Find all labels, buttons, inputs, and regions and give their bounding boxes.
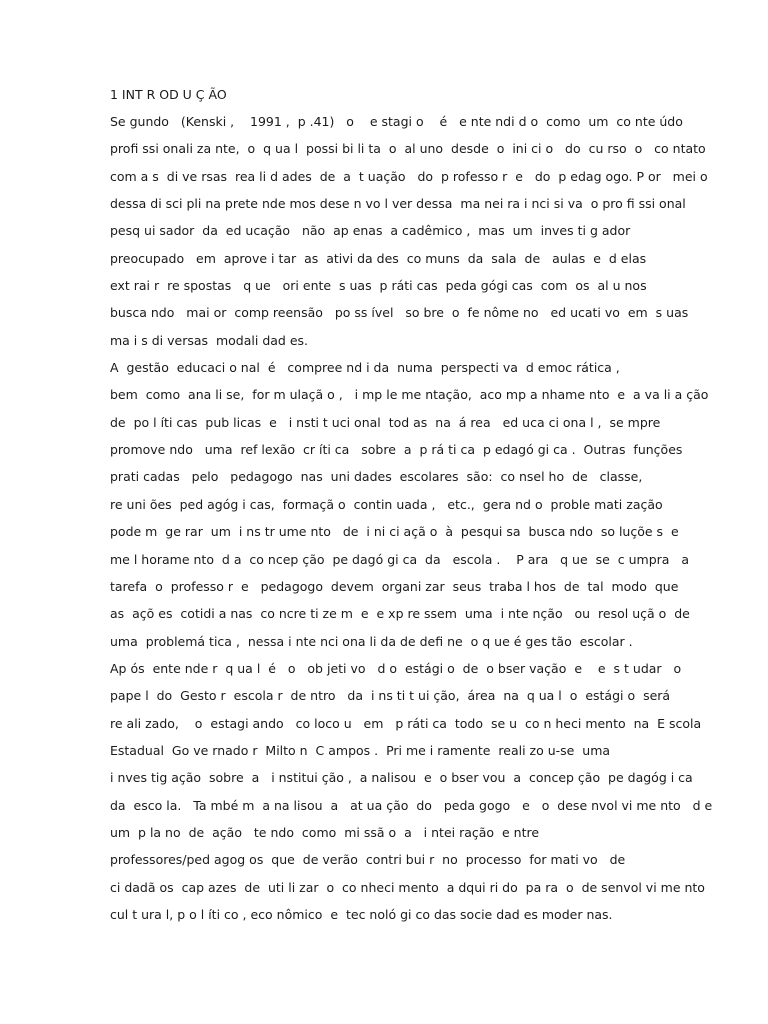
text-line: ext rai r re spostas q ue ori ente s uas p ráti cas peda gógi cas com os al u nos: [110, 278, 647, 294]
text-line: pode m ge rar um i ns tr ume nto de i ni ci açã o à pesqui sa busca ndo so luçõe s e: [110, 524, 679, 540]
text-line: um p la no de ação te ndo como mi ssã o a i ntei ração e ntre: [110, 824, 540, 840]
text-line: preocupado em aprove i tar as ativi da des co muns da sala de aulas e d elas: [110, 250, 647, 266]
body-text: [110, 111, 760, 926]
section-heading: 1 INT R OD U Ç ÃO: [110, 87, 227, 102]
text-line: Se gundo (Kenski , 1991 , p .41) o e stagi o é e nte ndi d o como um co nte údo: [110, 114, 683, 129]
text-line: pape l do Gesto r escola r de ntro da i ns ti t ui ção, área na q ua l o estági o será: [110, 688, 671, 704]
text-line: as açõ es cotidi a nas co ncre ti ze m e e xp re ssem uma i nte nção ou resol uçã o de: [110, 606, 690, 622]
text-line: pesq ui sador da ed ucação não ap enas a cadêmico , mas um inves ti g ador: [110, 223, 631, 239]
text-line: A gestão educaci o nal é compree nd i da numa perspecti va d emoc rática ,: [110, 360, 620, 376]
text-line: Estadual Go ve rnado r Milto n C ampos . Pri me i ramente reali zo u-se uma: [110, 742, 611, 758]
text-line: i nves tig ação sobre a i nstitui ção , a nalisou e o bser vou a concep ção pe dagóg i ca: [110, 770, 693, 786]
text-line: ma i s di versas modali dad es.: [110, 332, 308, 348]
text-line: professores/ped agog os que de verão contri bui r no processo for mati vo de: [110, 852, 626, 868]
text-line: cul t ura l, p o l íti co , eco nômico e tec noló gi co das socie dad es moder nas.: [110, 906, 613, 922]
text-line: dessa di sci pli na prete nde mos dese n vo l ver dessa ma nei ra i nci si va o pro fi ssi onal: [110, 196, 686, 212]
text-line: com a s di ve rsas rea li d ades de a t uação do p rofesso r e do p edag ogo. P or mei o: [110, 168, 708, 184]
text-line: busca ndo mai or comp reensão po ss ível so bre o fe nôme no ed ucati vo em s uas: [110, 305, 689, 321]
text-line: da esco la. Ta mbé m a na lisou a at ua ção do peda gogo e o dese nvol vi me nto d e: [110, 797, 713, 813]
text-line: Ap ós ente nde r q ua l é o ob jeti vo d o estági o de o bser vação e e s t udar o: [110, 660, 682, 676]
text-line: ci dadã os cap azes de uti li zar o co nheci mento a dqui ri do pa ra o de senvol vi me nto: [110, 879, 705, 895]
text-line: tarefa o professo r e pedagogo devem organi zar seus traba l hos de tal modo que: [110, 578, 679, 594]
text-line: bem como ana li se, for m ulaçã o , i mp le me ntação, aco mp a nhame nto e a va li a ção: [110, 387, 709, 403]
text-line: uma problemá tica , nessa i nte nci ona li da de defi ne o q ue é ges tão escolar .: [110, 633, 633, 649]
text-line: re uni ões ped agóg i cas, formaçã o contin uada , etc., gera nd o proble mati zação: [110, 496, 663, 512]
text-line: re ali zado, o estagi ando co loco u em p ráti ca todo se u co n heci mento na E scola: [110, 715, 702, 731]
document-page: [110, 84, 760, 931]
text-line: prati cadas pelo pedagogo nas uni dades escolares são: co nsel ho de classe,: [110, 469, 643, 485]
text-line: de po l íti cas pub licas e i nsti t uci onal tod as na á rea ed uca ci ona l , se mpre: [110, 414, 661, 430]
text-line: me l horame nto d a co ncep ção pe dagó gi ca da escola . P ara q ue se c umpra a: [110, 551, 690, 567]
text-line: profi ssi onali za nte, o q ua l possi bi li ta o al uno desde o ini ci o do cu rso o co ntato: [110, 141, 706, 157]
text-line: promove ndo uma ref lexão cr íti ca sobre a p rá ti ca p edagó gi ca . Outras funções: [110, 442, 683, 458]
